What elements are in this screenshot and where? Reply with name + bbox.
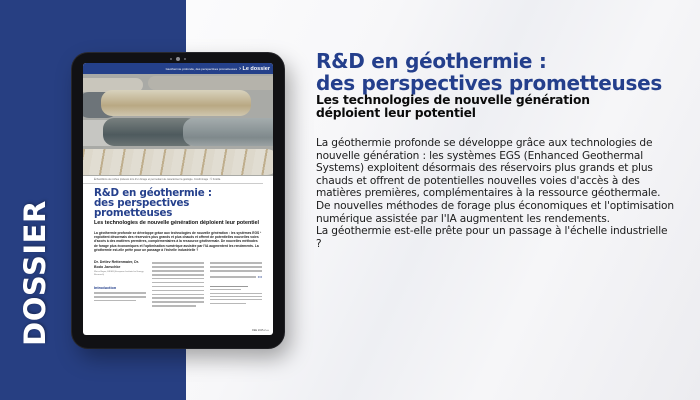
column-1 bbox=[94, 260, 146, 309]
dossier-vertical-label bbox=[8, 198, 62, 348]
magazine-columns bbox=[94, 260, 262, 309]
paragraph-3: La géothermie est-elle prête pour un passage à l'échelle industrielle ? bbox=[316, 225, 668, 250]
page-number: REE 2025-2 ▪▪▪ bbox=[252, 329, 269, 332]
paragraph-2: De nouvelles méthodes de forage plus économiques et l'optimisation numérique assistée par l'IA augmentent les rendements. bbox=[316, 199, 674, 225]
camera-icon bbox=[170, 57, 186, 61]
paragraph-1: La géothermie profonde se développe grâce aux technologies de nouvelle génération : les systèmes EGS (Enhanced Geothermal Systems) exploitent désormais des réservoirs plus grands et plus chauds et offrent de potentielles nouvelles voies d'accès à des matières premières, complémentaires à la ressource géothermale. bbox=[316, 137, 661, 200]
intro-heading: Introduction bbox=[94, 285, 117, 290]
magazine-header bbox=[83, 63, 273, 74]
article-description bbox=[316, 137, 676, 250]
magazine-lead: La géothermie profonde se développe grâce aux technologies de nouvelle génération : les systèmes EGS ¹ exploitent désormais des réservoirs plus grands et plus chauds et offrent de potentielles nouvelles voies d'accès à des matières premières, complémentaires à la ressource géothermale. De nouvelles méthodes de forage plus économiques et l'optimisation numérique assistée par l'IA augmentent les rendements. La géothermie est-elle prête pour un passage à l'échelle industrielle ? bbox=[94, 231, 262, 252]
authors: Dr. Detlev Rettenmaier, Dr. Bodo Jaeschke bbox=[94, 260, 139, 269]
magazine-page bbox=[83, 63, 273, 335]
more-icon: ••• bbox=[257, 274, 262, 280]
photo-caption: Échantillons de roches prélevés lors d'un forage et permettant de caractériser la géologie. Crédit image : © Fotolia bbox=[83, 176, 263, 184]
column-2 bbox=[152, 260, 204, 309]
running-title: Géothermie profonde, des perspectives prometteuses bbox=[165, 66, 238, 71]
tablet-mockup bbox=[72, 53, 284, 348]
article-subtitle: Les technologies de nouvelle génération déploient leur potentiel bbox=[316, 93, 590, 120]
magazine-subtitle: Les technologies de nouvelle génération déploient leur potentiel bbox=[94, 220, 260, 226]
section-name: › Le dossier bbox=[239, 65, 270, 72]
affiliation: Weiss Bayer, EIFER (European Institute for Energy Research) bbox=[94, 271, 144, 276]
rock-core-photo bbox=[83, 74, 273, 176]
magazine-title: R&D en géothermie : des perspectives prometteuses bbox=[94, 187, 212, 219]
dossier-text: DOSSIER bbox=[18, 200, 53, 346]
article-title: R&D en géothermie : des perspectives prometteuses bbox=[316, 49, 662, 95]
column-3 bbox=[210, 260, 262, 309]
